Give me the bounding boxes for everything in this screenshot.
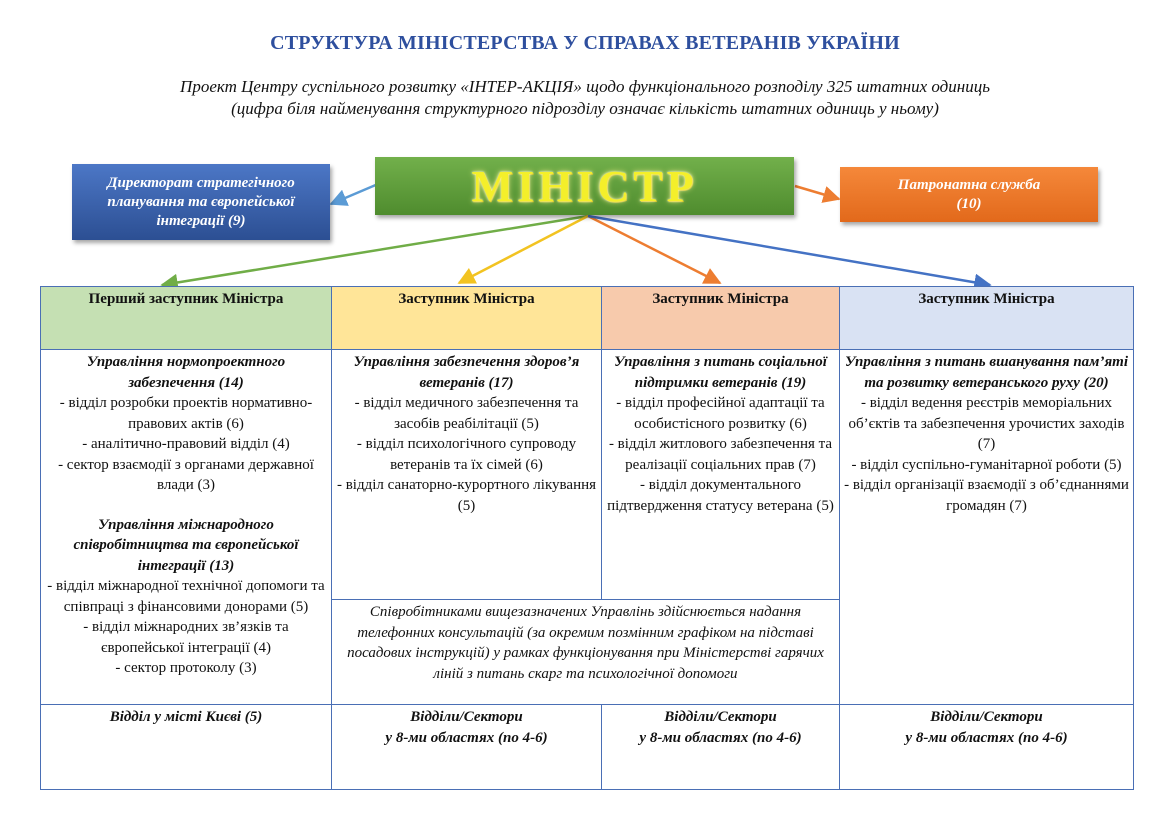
column-body-first-deputy <box>41 350 332 705</box>
section-title: Управління нормопроектного забезпечення (14) <box>86 354 286 391</box>
section-item: - відділ міжнародної технічної допомоги та співпраці з фінансовими донорами (5) <box>47 578 325 615</box>
arrow-to-deputy-3 <box>588 216 720 283</box>
column-body-deputy-2 <box>332 350 602 600</box>
arrow-to-patronage <box>795 186 839 199</box>
footer-line1: Відділи/Сектори <box>664 709 777 725</box>
directorate-label: Директорат стратегічного планування та європейської інтеграції (9) <box>107 174 295 229</box>
column-body-deputy-3 <box>602 350 840 600</box>
subtitle-line2: (цифра біля найменування структурного підрозділу означає кількість штатних одиниць у ньому) <box>231 99 939 118</box>
structure-table <box>40 286 1134 790</box>
section-spacer <box>45 496 327 515</box>
section-title: Управління з питань вшанування пам’яті та розвитку ветеранського руху (20) <box>844 354 1129 391</box>
directorate-box <box>72 164 330 240</box>
footer-row <box>41 705 1134 790</box>
body-row <box>41 350 1134 600</box>
footer-line2: у 8-ми областях (по 4-6) <box>905 729 1068 746</box>
column-header-first-deputy: Перший заступник Міністра <box>41 287 332 350</box>
page-title: СТРУКТУРА МІНІСТЕРСТВА У СПРАВАХ ВЕТЕРАНІВ УКРАЇНИ <box>270 32 900 54</box>
footer-line1: Відділи/Сектори <box>930 709 1043 725</box>
section-item: - сектор взаємодії з органами державної влади (3) <box>58 456 314 493</box>
footer-line1: Відділи/Сектори <box>410 709 523 725</box>
patronage-line1: Патронатна служба <box>897 176 1041 193</box>
footer-line1: Відділ у місті Києві (5) <box>109 709 263 725</box>
arrow-to-directorate <box>331 184 378 204</box>
minister-box <box>375 157 794 215</box>
patronage-line2: (10) <box>956 195 982 212</box>
column-header-deputy-3: Заступник Міністра <box>602 287 840 350</box>
header-row <box>41 287 1134 350</box>
section-item: - відділ розробки проектів нормативно-правових актів (6) <box>59 395 313 432</box>
section-item: - відділ документального підтвердження статусу ветерана (5) <box>607 477 834 514</box>
arrow-to-deputy-4 <box>588 216 990 285</box>
section-item: - відділ житлового забезпечення та реалізації соціальних прав (7) <box>608 436 833 473</box>
column-header-deputy-4: Заступник Міністра <box>840 287 1134 350</box>
footer-deputy-4 <box>840 705 1134 790</box>
footer-deputy-2 <box>332 705 602 790</box>
column-body-deputy-4 <box>840 350 1134 705</box>
section-item: - відділ медичного забезпечення та засобів реабілітації (5) <box>354 395 579 432</box>
section-item: - відділ санаторно-курортного лікування (5) <box>336 477 597 514</box>
section-item: - відділ професійної адаптації та особистісного розвитку (6) <box>616 395 825 432</box>
minister-label: МІНІСТР <box>471 161 698 211</box>
section-item: - відділ міжнародних зв’язків та європейської інтеграції (4) <box>83 619 289 656</box>
footer-line2: у 8-ми областях (по 4-6) <box>639 729 802 746</box>
footer-first-deputy <box>41 705 332 790</box>
section-title: Управління забезпечення здоров’я ветеранів (17) <box>353 354 580 391</box>
section-title: Управління міжнародного співробітництва та європейської інтеграції (13) <box>73 516 299 574</box>
section-item: - сектор протоколу (3) <box>115 660 257 676</box>
section-title: Управління з питань соціальної підтримки ветеранів (19) <box>614 354 827 391</box>
hotline-note: Співробітниками вищезазначених Управлінь здійснюється надання телефонних консультацій (за окремим позмінним графіком на підставі посадових інструкцій) у рамках функціонування при Міністерстві гарячих ліній з питань скарг та психологічної допомоги <box>332 600 840 705</box>
patronage-label <box>898 176 1040 214</box>
footer-deputy-3 <box>602 705 840 790</box>
footer-line2: у 8-ми областях (по 4-6) <box>385 729 548 746</box>
section-item: - відділ суспільно-гуманітарної роботи (5) <box>851 456 1122 473</box>
section-item: - аналітично-правовий відділ (4) <box>82 436 290 452</box>
patronage-box <box>840 167 1098 222</box>
subtitle-line1: Проект Центру суспільного розвитку «ІНТЕР-АКЦІЯ» щодо функціонального розподілу 325 штатних одиниць <box>180 77 990 96</box>
section-item: - відділ ведення реєстрів меморіальних об’єктів та забезпечення урочистих заходів (7) <box>848 395 1125 452</box>
section-item: - відділ організації взаємодії з об’єднаннями громадян (7) <box>844 477 1129 514</box>
column-header-deputy-2: Заступник Міністра <box>332 287 602 350</box>
section-item: - відділ психологічного супроводу ветеранів та їх сімей (6) <box>356 436 577 473</box>
